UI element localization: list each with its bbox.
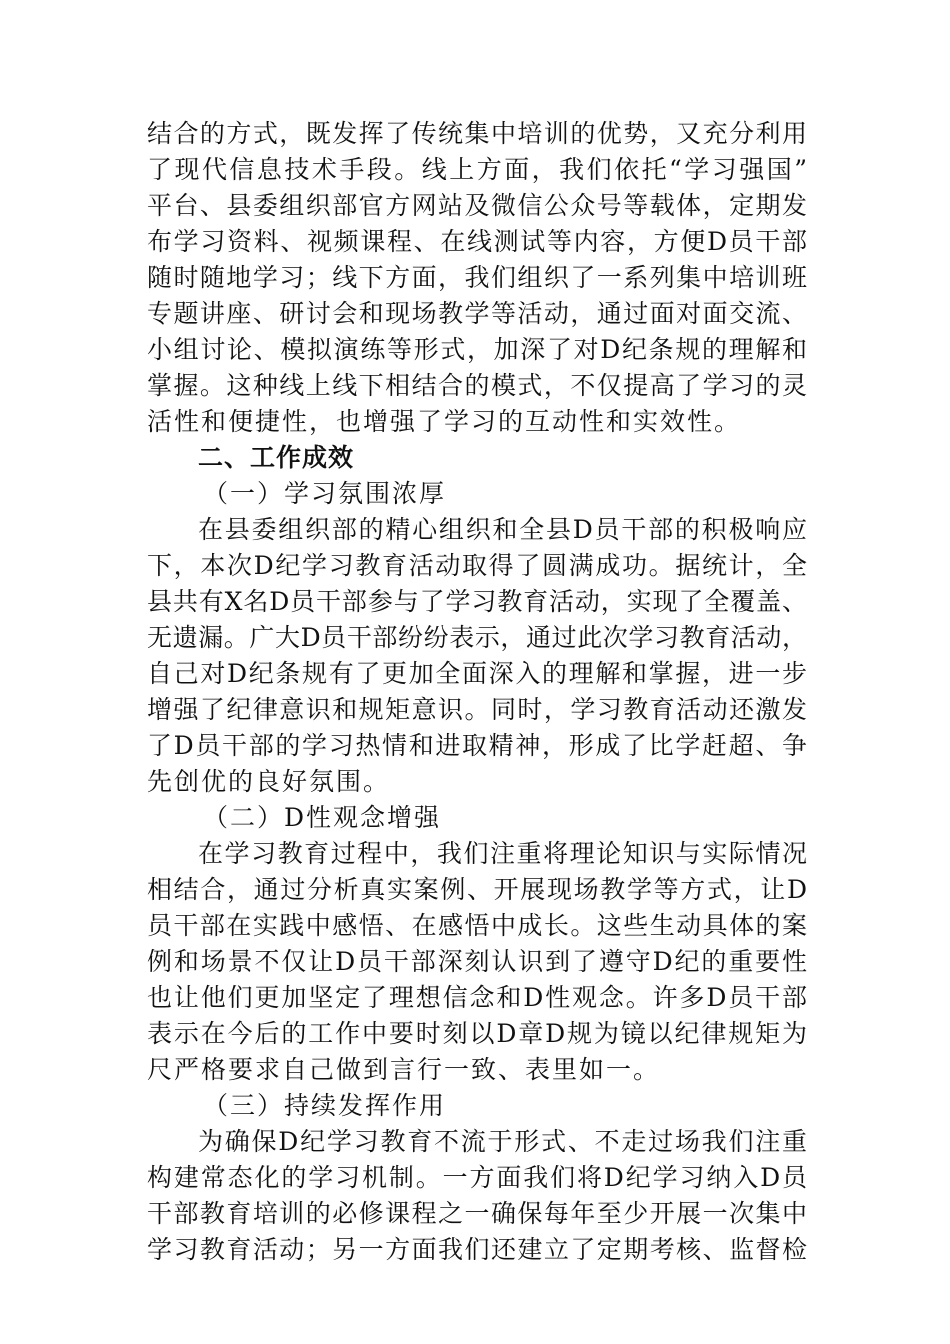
paragraph-line: 例和场景不仅让D员干部深刻认识到了遵守D纪的重要性 [147, 947, 807, 976]
subsection-heading: （一）学习氛围浓厚 [203, 479, 447, 508]
paragraph-line: 专题讲座、研讨会和现场教学等活动，通过面对面交流、 [147, 299, 807, 328]
section-heading: 二、工作成效 [198, 443, 355, 472]
paragraph-line: 增强了纪律意识和规矩意识。同时，学习教育活动还激发 [147, 695, 807, 724]
paragraph-line: 自己对D纪条规有了更加全面深入的理解和掌握，进一步 [147, 659, 807, 688]
paragraph-line: 平台、县委组织部官方网站及微信公众号等载体，定期发 [147, 191, 807, 220]
subsection-heading: （三）持续发挥作用 [203, 1091, 447, 1120]
subsection-heading: （二）D性观念增强 [203, 803, 442, 832]
paragraph-line: 随时随地学习；线下方面，我们组织了一系列集中培训班 [147, 263, 807, 292]
paragraph-line: 先创优的良好氛围。 [147, 767, 391, 796]
paragraph-line: 了现代信息技术手段。线上方面，我们依托“学习强国” [147, 155, 807, 184]
paragraph-line: 县共有X名D员干部参与了学习教育活动，实现了全覆盖、 [147, 587, 807, 616]
paragraph-line: 结合的方式，既发挥了传统集中培训的优势，又充分利用 [147, 119, 807, 148]
paragraph-line: 学习教育活动；另一方面我们还建立了定期考核、监督检 [147, 1235, 807, 1264]
paragraph-line: 相结合，通过分析真实案例、开展现场教学等方式，让D [147, 875, 807, 904]
paragraph-line: 布学习资料、视频课程、在线测试等内容，方便D员干部 [147, 227, 807, 256]
paragraph-line: 员干部在实践中感悟、在感悟中成长。这些生动具体的案 [147, 911, 807, 940]
paragraph-line: 构建常态化的学习机制。一方面我们将D纪学习纳入D员 [147, 1163, 807, 1192]
paragraph-line: 小组讨论、模拟演练等形式，加深了对D纪条规的理解和 [147, 335, 807, 364]
paragraph-line: 无遗漏。广大D员干部纷纷表示，通过此次学习教育活动， [147, 623, 807, 652]
paragraph-line: 在学习教育过程中，我们注重将理论知识与实际情况 [198, 839, 807, 868]
paragraph-line: 为确保D纪学习教育不流于形式、不走过场我们注重 [198, 1127, 807, 1156]
paragraph-line: 干部教育培训的必修课程之一确保每年至少开展一次集中 [147, 1199, 807, 1228]
paragraph-line: 掌握。这种线上线下相结合的模式，不仅提高了学习的灵 [147, 371, 807, 400]
paragraph-line: 也让他们更加坚定了理想信念和D性观念。许多D员干部 [147, 983, 807, 1012]
paragraph-line: 在县委组织部的精心组织和全县D员干部的积极响应 [198, 515, 807, 544]
paragraph-line: 下，本次D纪学习教育活动取得了圆满成功。据统计，全 [147, 551, 807, 580]
paragraph-line: 了D员干部的学习热情和进取精神，形成了比学赶超、争 [147, 731, 807, 760]
paragraph-line: 表示在今后的工作中要时刻以D章D规为镜以纪律规矩为 [147, 1019, 807, 1048]
paragraph-line: 活性和便捷性，也增强了学习的互动性和实效性。 [147, 407, 742, 436]
paragraph-line: 尺严格要求自己做到言行一致、表里如一。 [147, 1055, 661, 1084]
